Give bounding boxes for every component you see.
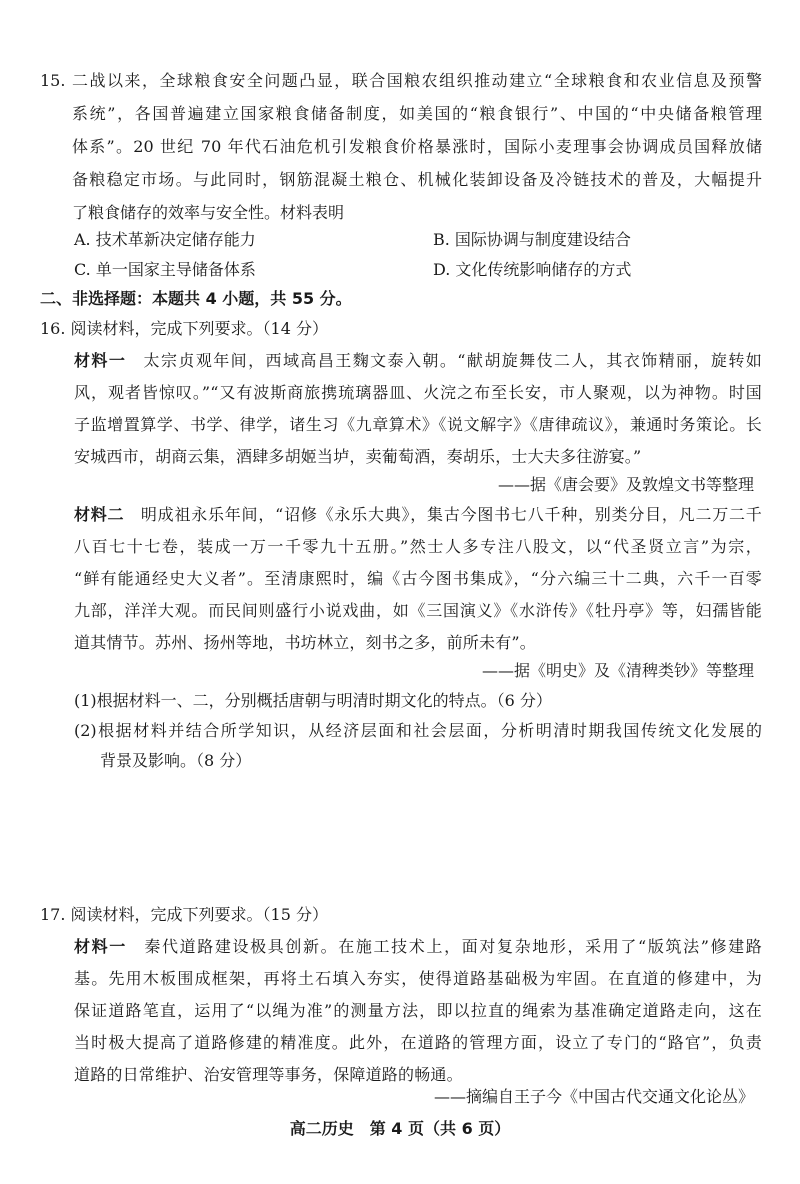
q16-material-2-label: 材料二 xyxy=(74,505,125,524)
q17-material-1-source: ——摘编自王子今《中国古代交通文化论丛》 xyxy=(433,1087,754,1106)
section-2-header: 二、非选择题：本题共 4 小题，共 55 分。 xyxy=(40,289,352,308)
q16-material-2-source: ——据《明史》及《清稗类钞》等整理 xyxy=(481,661,754,680)
q16-material-2-line-4: 九部，洋洋大观。而民间则盛行小说戏曲，如《三国演义》《水浒传》《牡丹亭》等，妇孺皆能 xyxy=(74,601,762,620)
q17-material-1-line-3: 保证道路笔直，运用了“以绳为准”的测量方法，即以拉直的绳索为基准确定道路走向，这在 xyxy=(74,1001,762,1020)
q15-line-5: 了粮食储存的效率与安全性。材料表明 xyxy=(72,203,345,222)
q16-material-2-line-5: 道其情节。苏州、扬州等地，书坊林立，刻书之多，前所未有”。 xyxy=(74,633,536,652)
q16-material-1-label: 材料一 xyxy=(74,351,127,370)
q16-material-1-line-4: 安城西市，胡商云集，酒肆多胡姬当垆，卖葡萄酒，奏胡乐，士大夫多往游宴。” xyxy=(74,447,642,466)
q16-material-2-line-3: “鲜有能通经史大义者”。至清康熙时，编《古今图书集成》，“分六编三十二典，六千一百零 xyxy=(74,569,762,588)
q16-material-1-line-3: 子监增置算学、书学、律学，诸生习《九章算术》《说文解字》《唐律疏议》，兼通时务策论。长 xyxy=(74,415,762,434)
q17-material-1-line-1 xyxy=(74,936,762,958)
q17-title: 17. 阅读材料，完成下列要求。（15 分） xyxy=(40,905,328,924)
q15-option-a: A. 技术革新决定储存能力 xyxy=(74,230,256,249)
q17-material-1-line-4: 当时极大提高了道路修建的精准度。此外，在道路的管理方面，设立了专门的“路官”，负责 xyxy=(74,1033,762,1052)
q16-title: 16. 阅读材料，完成下列要求。（14 分） xyxy=(40,319,328,338)
q16-material-1-line-1 xyxy=(74,350,762,372)
q16-requirement-2-line-1: (2)根据材料并结合所学知识，从经济层面和社会层面，分析明清时期我国传统文化发展的 xyxy=(74,721,762,740)
q17-material-1-label: 材料一 xyxy=(74,937,127,956)
q15-option-d: D. 文化传统影响储存的方式 xyxy=(433,260,632,279)
q17-material-1-line-2: 基。先用木板围成框架，再将土石填入夯实，使得道路基础极为牢固。在直道的修建中，为 xyxy=(74,969,762,988)
q16-material-2-line-1 xyxy=(74,504,762,526)
q15-line-3: 体系”。20 世纪 70 年代石油危机引发粮食价格暴涨时，国际小麦理事会协调成员国释放储 xyxy=(72,137,762,156)
q15-option-c: C. 单一国家主导储备体系 xyxy=(74,260,256,279)
q17-material-1-text: 秦代道路建设极具创新。在施工技术上，面对复杂地形，采用了“版筑法”修建路 xyxy=(142,937,763,956)
q16-material-1-source: ——据《唐会要》及敦煌文书等整理 xyxy=(497,475,754,494)
q16-material-1-line-2: 风，观者皆惊叹。”“又有波斯商旅携琉璃器皿、火浣之布至长安，市人聚观，以为神物。时国 xyxy=(74,383,762,402)
q17-material-1-line-5: 道路的日常维护、治安管理等事务，保障道路的畅通。 xyxy=(74,1065,463,1084)
page-footer: 高二历史 第 4 页（共 6 页） xyxy=(289,1119,511,1138)
q15-line-2: 系统”，各国普遍建立国家粮食储备制度，如美国的“粮食银行”、中国的“中央储备粮管理 xyxy=(72,104,762,123)
q16-material-2-line-2: 八百七十七卷，装成一万一千零九十五册。”然士人多专注八股文，以“代圣贤立言”为宗， xyxy=(74,537,762,556)
q16-requirement-2-line-2: 背景及影响。（8 分） xyxy=(100,751,252,770)
q16-material-1-text: 太宗贞观年间，西域高昌王麴文泰入朝。“献胡旋舞伎二人，其衣饰精丽，旋转如 xyxy=(142,351,762,370)
q16-material-2-text: 明成祖永乐年间，“诏修《永乐大典》，集古今图书七八千种，别类分目，凡二万二千 xyxy=(140,505,762,524)
q15-line-4: 备粮稳定市场。与此同时，钢筋混凝土粮仓、机械化装卸设备及冷链技术的普及，大幅提升 xyxy=(72,170,762,189)
q15-line-1: 15. 二战以来，全球粮食安全问题凸显，联合国粮农组织推动建立“全球粮食和农业信息及预警 xyxy=(40,71,762,90)
q16-requirement-1: (1)根据材料一、二，分别概括唐朝与明清时期文化的特点。（6 分） xyxy=(74,691,552,710)
q15-option-b: B. 国际协调与制度建设结合 xyxy=(433,230,631,249)
